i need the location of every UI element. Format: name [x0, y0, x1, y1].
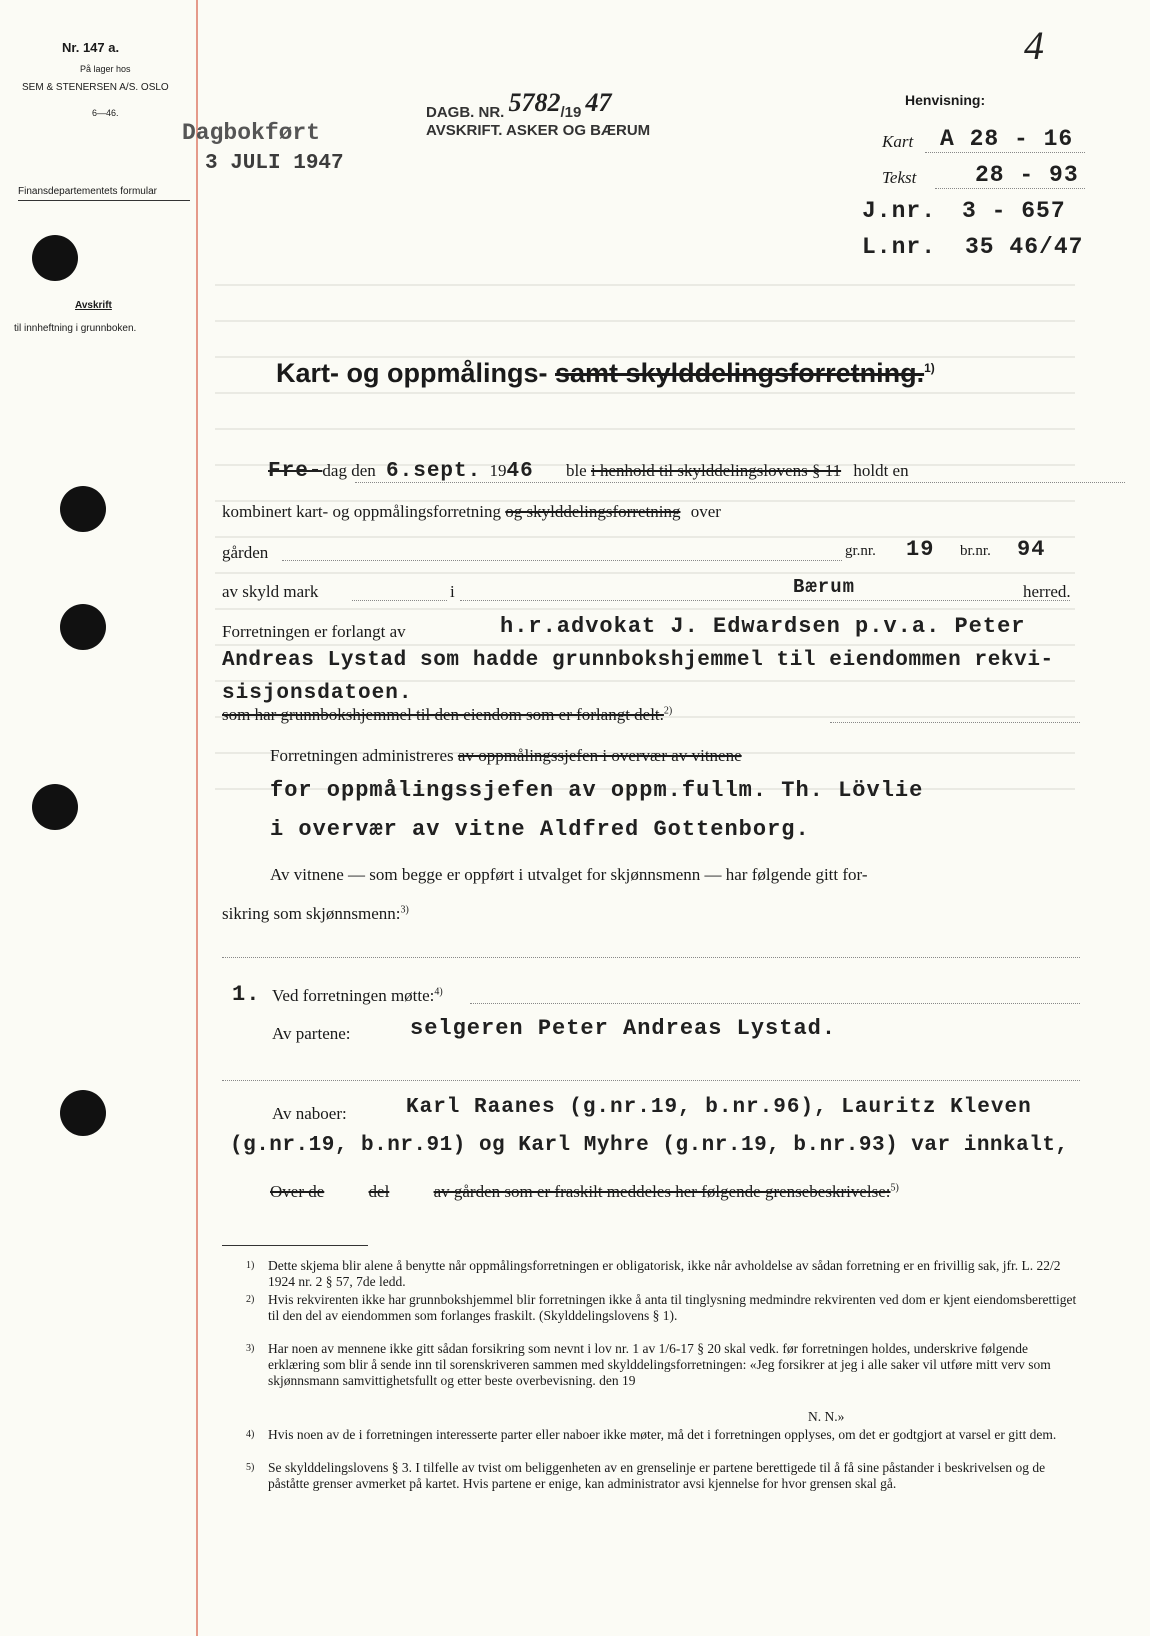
owner-footnote-ref: 2): [663, 705, 673, 717]
grnr-value: 19: [906, 537, 935, 562]
held-label: holdt en: [853, 461, 909, 480]
parties-value: selgeren Peter Andreas Lystad.: [410, 1016, 837, 1041]
footnote-text: Se skylddelingslovens § 3. I tilfelle av tvist om beliggenheten av en grenselinje er partene berettigede til å få sine påstander i beskrivelsen og de påståtte grenser avmerket på kartet. Hvis partene er enige, kan administrator avsi kjennelse for hvor grensen skal gå.: [268, 1460, 1046, 1491]
title-footnote-ref: 1): [924, 361, 935, 375]
form-number: Nr. 147 a.: [62, 40, 120, 55]
footnote: [246, 1341, 1083, 1389]
administered-line2: i overvær av vitne Aldfred Gottenborg.: [270, 817, 810, 842]
administered-label: Forretningen administreres: [270, 746, 454, 765]
over-label: over: [690, 502, 721, 521]
herred-label: herred.: [1023, 582, 1071, 601]
neighbours-label: Av naboer:: [272, 1104, 347, 1123]
brnr-label: br.nr.: [960, 543, 991, 559]
lnr-label: L.nr.: [862, 234, 937, 260]
title-main: Kart- og oppmålings-: [276, 358, 548, 388]
page-title: [276, 358, 935, 389]
boundary-footnote-ref: 5): [890, 1182, 899, 1194]
boundary-struck3: av gården som er fraskilt meddeles her følgende grensebeskrivelse:: [433, 1182, 891, 1201]
footnote-text: Hvis noen av de i forretningen interesserte parter eller naboer ikke møter, må det i forretningen opplyses, om det er godtgjort at varsel er gitt dem.: [268, 1427, 1057, 1442]
punch-hole: [32, 235, 78, 281]
requested-label: Forretningen er forlangt av: [222, 622, 406, 641]
dagb-year: 47: [585, 88, 612, 117]
footnote-rule: [222, 1245, 368, 1246]
administered-line1: for oppmålingssjefen av oppm.fullm. Th. Lövlie: [270, 778, 924, 803]
punch-hole: [60, 604, 106, 650]
punch-hole: [32, 784, 78, 830]
punch-hole: [60, 486, 106, 532]
kind-line: [222, 502, 721, 522]
footnote-text: Dette skjema blir alene å benytte når oppmålingsforretningen er obligatorisk, ikke når avholdelse av sådan forretning er en frivillig sak, jfr. L. 22/2 1924 nr. 2 § 57, 7de ledd.: [268, 1258, 1061, 1289]
margin-rule: [196, 0, 198, 1636]
dagb-prefix: DAGB. NR.: [426, 104, 505, 121]
owner-struck: som har grunnbokshjemmel til den eiendom som er forlangt delt.: [222, 705, 664, 724]
date-value: 6.sept.: [386, 460, 482, 483]
grnr-label: gr.nr.: [845, 543, 876, 559]
dag-label: dag den: [322, 461, 376, 480]
day-struck: Fre-: [268, 460, 323, 483]
requested-struck: [222, 705, 672, 725]
lnr-value: 35 46/47: [965, 234, 1084, 260]
witnesses-line1: Av vitnene — som begge er oppført i utvalget for skjønnsmenn — har følgende gitt for-: [270, 865, 868, 884]
footnote: [246, 1258, 1083, 1290]
tekst-value: 28 - 93: [975, 162, 1079, 188]
footnote-text: Hvis rekvirenten ikke har grunnbokshjemmel blir forretningen ikke å anta til tinglysning medmindre rekvirenten ved dom er kjent eiendomsberettiget til den del av eiendommen som forlanges fraskilt. (Skylddelingslovens § 1).: [268, 1292, 1077, 1323]
title-struck: samt skylddelingsforretning.: [555, 358, 925, 388]
publisher-line2: SEM & STENERSEN A/S. OSLO: [22, 82, 169, 93]
page-number: 4: [1024, 23, 1044, 68]
neighbours-line1: Karl Raanes (g.nr.19, b.nr.96), Lauritz Kleven: [406, 1096, 1032, 1119]
show-through-texture: [215, 250, 1075, 810]
footnote-signature: [808, 1409, 888, 1425]
jnr-value: 3 - 657: [962, 198, 1066, 224]
edition: 6—46.: [92, 108, 119, 118]
farm-label: gården: [222, 543, 269, 562]
year-value: 46: [506, 460, 534, 483]
footnote-text: N. N.»: [808, 1409, 845, 1424]
parties-label: Av partene:: [272, 1024, 351, 1043]
kart-value: A 28 - 16: [940, 126, 1074, 152]
boundary-struck1: Over de: [270, 1182, 325, 1201]
copy-text: til innheftning i grunnboken.: [14, 323, 137, 334]
neighbours-line2: (g.nr.19, b.nr.91) og Karl Myhre (g.nr.19, b.nr.93) var innkalt,: [230, 1134, 1069, 1157]
municipality-value: Bærum: [793, 576, 856, 598]
section-number: 1.: [232, 982, 261, 1007]
footnote: [246, 1460, 1083, 1492]
henvisning-title: Henvisning:: [905, 92, 986, 108]
attended-label: Ved forretningen møtte:: [272, 986, 435, 1005]
dagb-number: 5782: [508, 88, 561, 117]
witnesses-footnote-ref: 3): [400, 904, 409, 916]
footnote: [246, 1292, 1083, 1324]
skyld-label: av skyld mark: [222, 582, 319, 601]
witnesses-text: sikring som skjønnsmenn:: [222, 904, 401, 923]
attended-line: [272, 986, 443, 1006]
kind-label: kombinert kart- og oppmålingsforretning: [222, 502, 502, 521]
footnote: [246, 1427, 1083, 1443]
kart-label: Kart: [882, 132, 914, 151]
tekst-label: Tekst: [882, 168, 917, 187]
witnesses-line2: [222, 904, 409, 924]
boundary-struck2: del: [368, 1182, 390, 1201]
requested-line1: h.r.advokat J. Edwardsen p.v.a. Peter: [500, 614, 1026, 639]
administered-struck: av oppmålingssjefen i overvær av vitnene: [457, 746, 742, 765]
footnote-number: 2): [246, 1294, 255, 1305]
footnote-number: 4): [246, 1429, 255, 1440]
requested-line2: Andreas Lystad som hadde grunnbokshjemmel til eiendommen rekvi-: [222, 649, 1054, 672]
i-label: i: [450, 582, 455, 601]
jnr-label: J.nr.: [862, 198, 937, 224]
copy-title: Avskrift: [75, 300, 112, 311]
ble-label: ble: [565, 461, 587, 480]
requested-line3: sisjonsdatoen.: [222, 682, 413, 705]
ministry-label: Finansdepartementets formular: [18, 186, 157, 197]
date-line: [268, 460, 909, 483]
footnote-number: 1): [246, 1260, 255, 1271]
law-struck: i henhold til skylddelingslovens § 11: [590, 461, 842, 480]
dagb-year-prefix: /19: [560, 104, 582, 121]
footnote-text: Har noen av mennene ikke gitt sådan forsikring som nevnt i lov nr. 1 av 1/6-17 § 20 skal vedk. før forretningen holdes, underskrive følgende erklæring som blir å sende inn til sorenskriveren sammen med skylddelingsforretningen: «Jeg forsikrer at jeg i alle saker vil utføre mitt verv som skjønnsmann samvittighetsfullt og etter beste overbevisning. den 19: [268, 1341, 1051, 1388]
administered-line: [270, 746, 742, 766]
stamp-label: Dagbokført: [182, 120, 321, 146]
attended-footnote-ref: 4): [434, 986, 443, 998]
divider: [18, 200, 190, 201]
brnr-value: 94: [1017, 537, 1046, 562]
dagb-line: [426, 88, 612, 124]
year-prefix: 19: [489, 461, 507, 480]
kind-struck: og skylddelingsforretning: [505, 502, 681, 521]
footnote-number: 5): [246, 1462, 255, 1473]
footnote-number: 3): [246, 1343, 255, 1354]
punch-hole: [60, 1090, 106, 1136]
boundary-line: [270, 1182, 899, 1202]
publisher-line1: På lager hos: [80, 64, 131, 74]
dagb-copy-line: AVSKRIFT. ASKER OG BÆRUM: [426, 122, 651, 139]
stamp-date: 3 JULI 1947: [205, 152, 344, 175]
